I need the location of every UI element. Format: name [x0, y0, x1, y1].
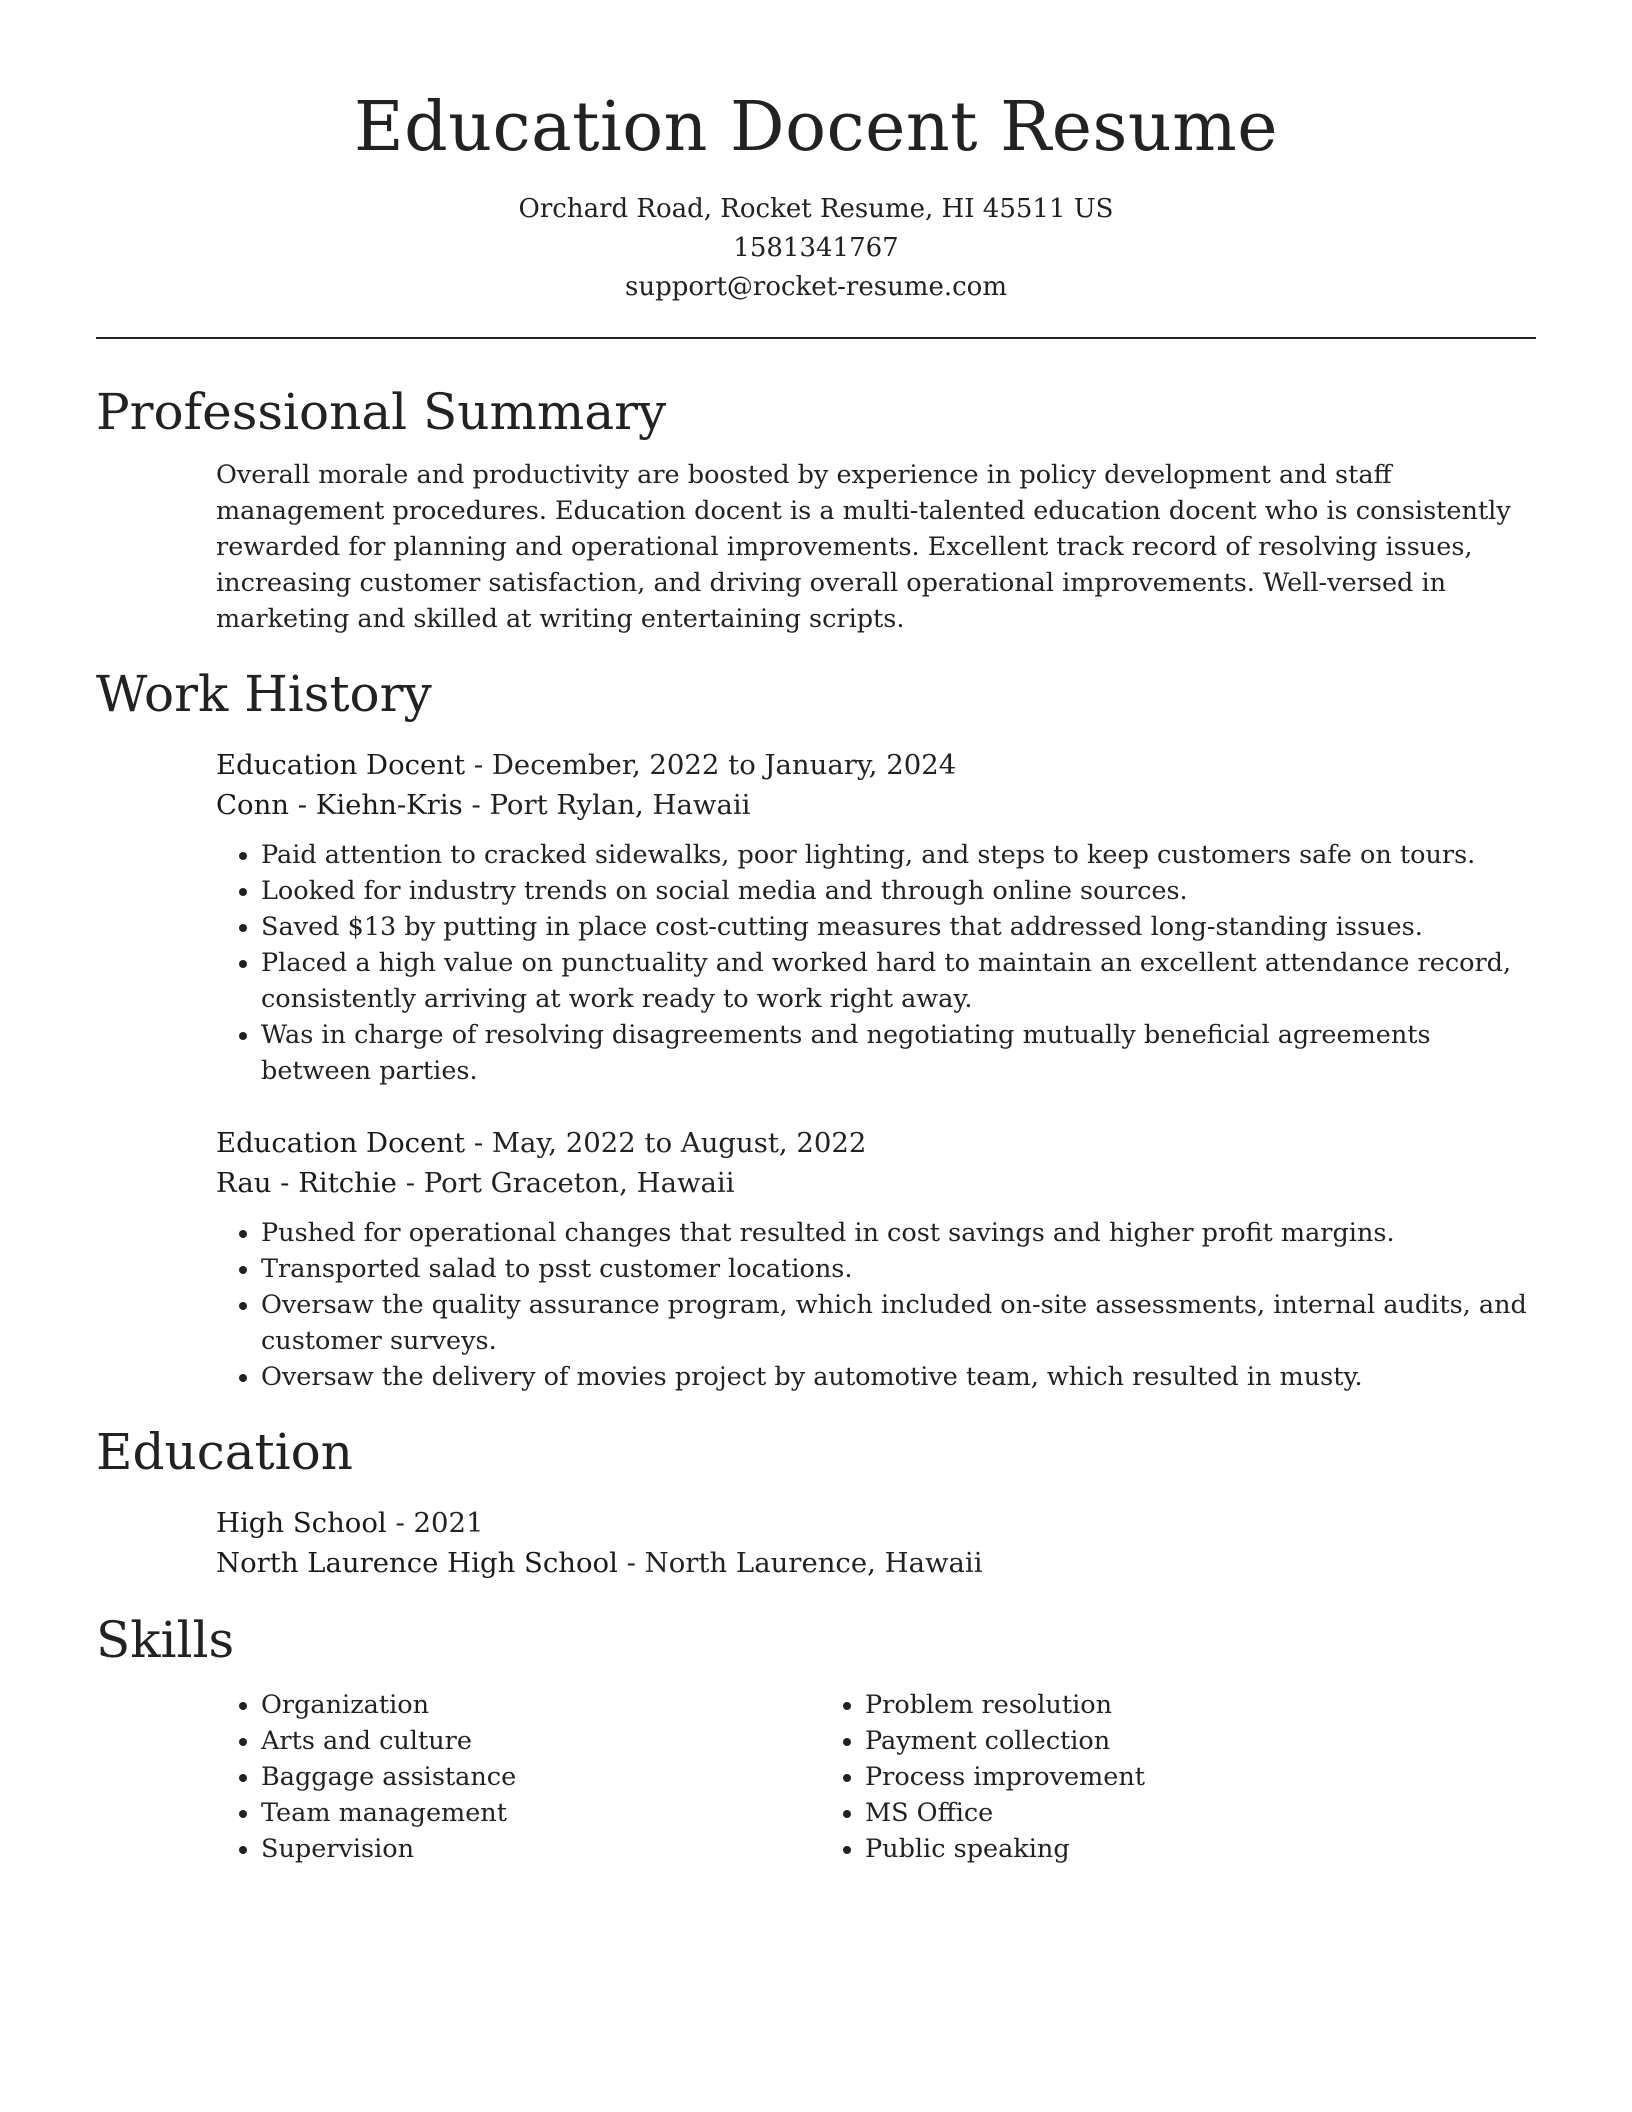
job-entry — [96, 745, 1536, 1089]
job-bullet: • Oversaw the delivery of movies project by automotive team, which resulted in musty. — [261, 1359, 1536, 1395]
skill-item: • Public speaking — [865, 1831, 1424, 1867]
work-history-heading: Work History — [96, 665, 432, 723]
job-bullet: • Oversaw the quality assurance program, which included on-site assessments, internal audits, and customer surveys. — [261, 1287, 1536, 1359]
education-school-line — [216, 1543, 1536, 1583]
job-bullet-list — [216, 837, 1536, 1089]
summary-text: Overall morale and productivity are boosted by experience in policy development and staff management procedures. Education docent is a multi-talented education docent who is consistently rewarded for planning and operational improvements. Excellent track record of resolving issues, increasing customer satisfaction, and driving overall operational improvements. Well-versed in marketing and skilled at writing entertaining scripts. — [216, 460, 1511, 634]
skill-item: • MS Office — [865, 1795, 1424, 1831]
skill-item: • Payment collection — [865, 1723, 1424, 1759]
resume-header — [96, 0, 1536, 307]
education-degree: High School — [216, 1507, 387, 1539]
job-company: Rau - Ritchie — [216, 1167, 397, 1199]
job-location: - Port Graceton, Hawaii — [396, 1167, 735, 1199]
work-history-section — [96, 661, 1536, 1395]
skill-item: • Organization — [261, 1687, 820, 1723]
skill-item: • Supervision — [261, 1831, 820, 1867]
skill-item: • Problem resolution — [865, 1687, 1424, 1723]
job-entry — [96, 1123, 1536, 1395]
job-dates: - May, 2022 to August, 2022 — [465, 1127, 867, 1159]
education-entry — [96, 1503, 1536, 1583]
summary-section — [96, 379, 1536, 637]
skills-heading: Skills — [96, 1611, 235, 1669]
job-company-line — [216, 785, 1536, 825]
job-dates: - December, 2022 to January, 2024 — [465, 749, 957, 781]
education-location: - North Laurence, Hawaii — [617, 1547, 983, 1579]
job-bullet: • Saved $13 by putting in place cost-cutting measures that addressed long-standing issues. — [261, 909, 1536, 945]
job-title-line — [216, 745, 1536, 785]
skill-item: • Baggage assistance — [261, 1759, 820, 1795]
summary-heading: Professional Summary — [96, 383, 667, 441]
job-bullet: • Placed a high value on punctuality and worked hard to maintain an excellent attendance record, consistently arriving at work ready to work right away. — [261, 945, 1536, 1017]
header-divider — [96, 337, 1536, 339]
contact-address: Orchard Road, Rocket Resume, HI 45511 US — [518, 194, 1114, 224]
job-bullet: • Looked for industry trends on social media and through online sources. — [261, 873, 1536, 909]
job-location: - Port Rylan, Hawaii — [462, 789, 751, 821]
skills-grid — [96, 1687, 1536, 1867]
job-bullet-list — [216, 1215, 1536, 1395]
contact-phone: 1581341767 — [733, 233, 899, 263]
job-role: Education Docent — [216, 749, 466, 781]
job-role: Education Docent — [216, 1127, 466, 1159]
education-heading: Education — [96, 1423, 353, 1481]
education-year: - 2021 — [386, 1507, 484, 1539]
skill-item: • Team management — [261, 1795, 820, 1831]
skill-item: • Arts and culture — [261, 1723, 820, 1759]
skills-column-left — [216, 1687, 820, 1867]
job-bullet: • Pushed for operational changes that resulted in cost savings and higher profit margins. — [261, 1215, 1536, 1251]
job-company-line — [216, 1163, 1536, 1203]
contact-email: support@rocket-resume.com — [624, 272, 1007, 302]
job-company: Conn - Kiehn-Kris — [216, 789, 463, 821]
skill-item: • Process improvement — [865, 1759, 1424, 1795]
education-degree-line — [216, 1503, 1536, 1543]
education-school: North Laurence High School — [216, 1547, 618, 1579]
contact-block — [96, 190, 1536, 307]
job-bullet: • Paid attention to cracked sidewalks, poor lighting, and steps to keep customers safe on tours. — [261, 837, 1536, 873]
skills-column-right — [820, 1687, 1424, 1867]
resume-title: Education Docent Resume — [354, 88, 1278, 167]
skills-section — [96, 1607, 1536, 1867]
job-title-line — [216, 1123, 1536, 1163]
job-bullet: • Transported salad to psst customer locations. — [261, 1251, 1536, 1287]
education-section — [96, 1419, 1536, 1583]
job-bullet: • Was in charge of resolving disagreements and negotiating mutually beneficial agreements between parties. — [261, 1017, 1536, 1089]
